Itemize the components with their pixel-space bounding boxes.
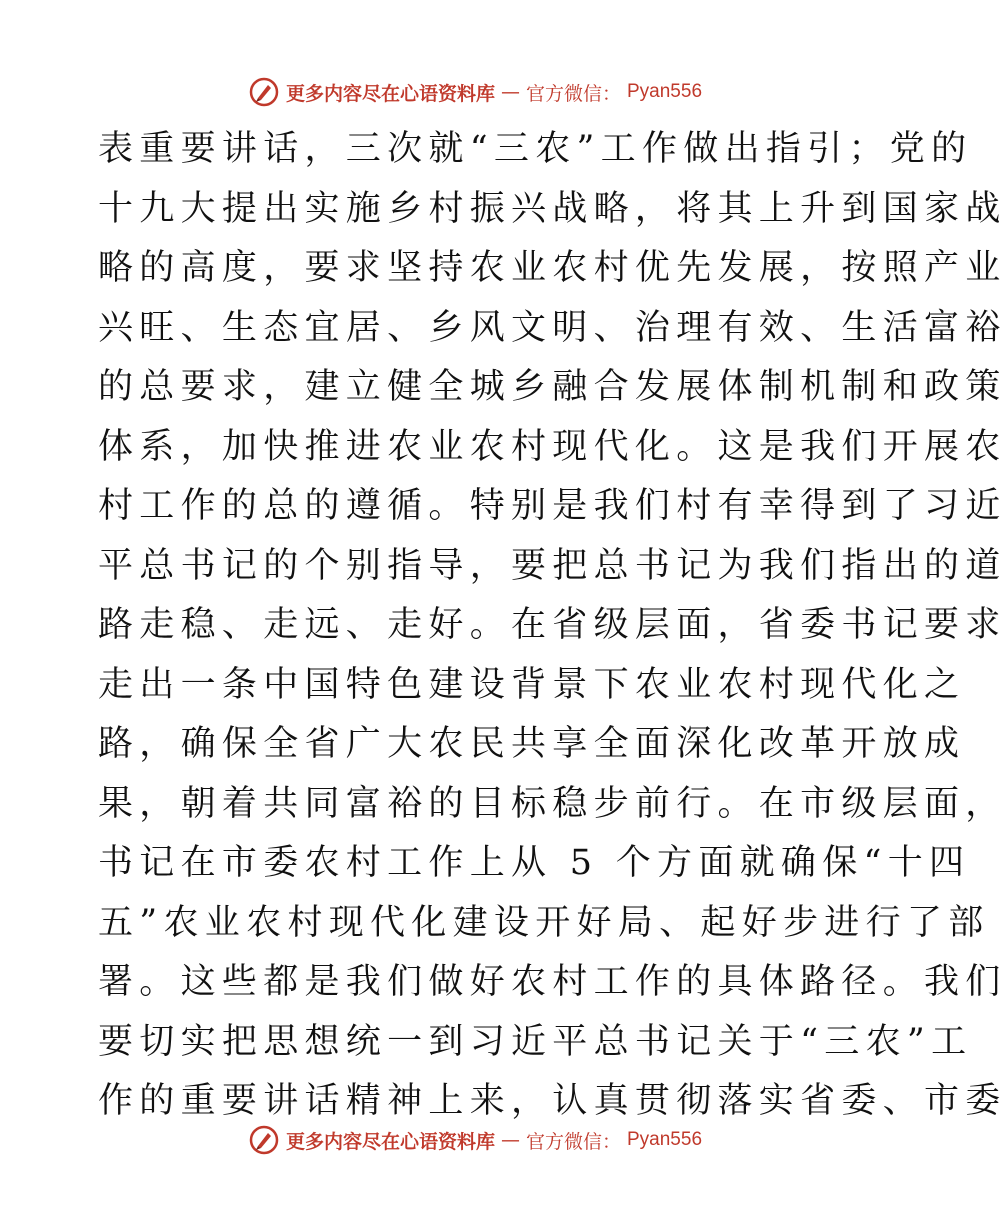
pen-logo-icon bbox=[248, 76, 280, 108]
text-line: 的总要求，建立健全城乡融合发展体制机制和政策 bbox=[98, 367, 1007, 407]
text-line: 村工作的总的遵循。特别是我们村有幸得到了习近 bbox=[98, 486, 1007, 526]
text-line: 路走稳、走远、走好。在省级层面，省委书记要求 bbox=[98, 605, 1007, 645]
text-line: 十九大提出实施乡村振兴战略，将其上升到国家战 bbox=[98, 188, 1007, 229]
text-line: 署。这些都是我们做好农村工作的具体路径。我们 bbox=[98, 962, 1007, 1002]
text-line: 兴旺、生态宜居、乡风文明、治理有效、生活富裕 bbox=[98, 307, 1007, 348]
text-line: 作的重要讲话精神上来，认真贯彻落实省委、市委 bbox=[98, 1081, 1007, 1121]
watermark-official-label: 官方微信： bbox=[525, 1130, 621, 1153]
watermark-dash: — bbox=[500, 1129, 520, 1151]
text-line: 果，朝着共同富裕的目标稳步前行。在市级层面， bbox=[98, 783, 1007, 824]
text-line: 平总书记的个别指导，要把总书记为我们指出的道 bbox=[98, 545, 1007, 586]
watermark-brand: 更多内容尽在心语资料库 bbox=[285, 82, 495, 105]
text-line: 体系，加快推进农业农村现代化。这是我们开展农 bbox=[98, 426, 1007, 467]
text-line: 五”农业农村现代化建设开好局、起好步进行了部 bbox=[98, 902, 990, 943]
text-line: 要切实把思想统一到习近平总书记关于“三农”工 bbox=[98, 1021, 973, 1062]
watermark-wechat-id: Pyan556 bbox=[627, 81, 703, 102]
document-body bbox=[98, 120, 1007, 1132]
text-line: 略的高度，要求坚持农业农村优先发展，按照产业 bbox=[98, 248, 1007, 288]
watermark-dash: — bbox=[500, 81, 520, 103]
text-line: 路，确保全省广大农民共享全面深化改革开放成 bbox=[98, 724, 966, 764]
text-line: 走出一条中国特色建设背景下农业农村现代化之 bbox=[98, 664, 966, 705]
watermark-wechat-id: Pyan556 bbox=[627, 1129, 703, 1150]
text-line: 书记在市委农村工作上从 5 个方面就确保“十四 bbox=[98, 843, 971, 883]
text-line: 表重要讲话，三次就“三农”工作做出指引；党的 bbox=[98, 129, 973, 169]
watermark-brand: 更多内容尽在心语资料库 bbox=[285, 1130, 495, 1153]
footer-watermark bbox=[0, 1120, 950, 1160]
watermark-official-label: 官方微信： bbox=[525, 82, 621, 105]
header-watermark bbox=[0, 72, 950, 112]
pen-logo-icon bbox=[248, 1124, 280, 1156]
